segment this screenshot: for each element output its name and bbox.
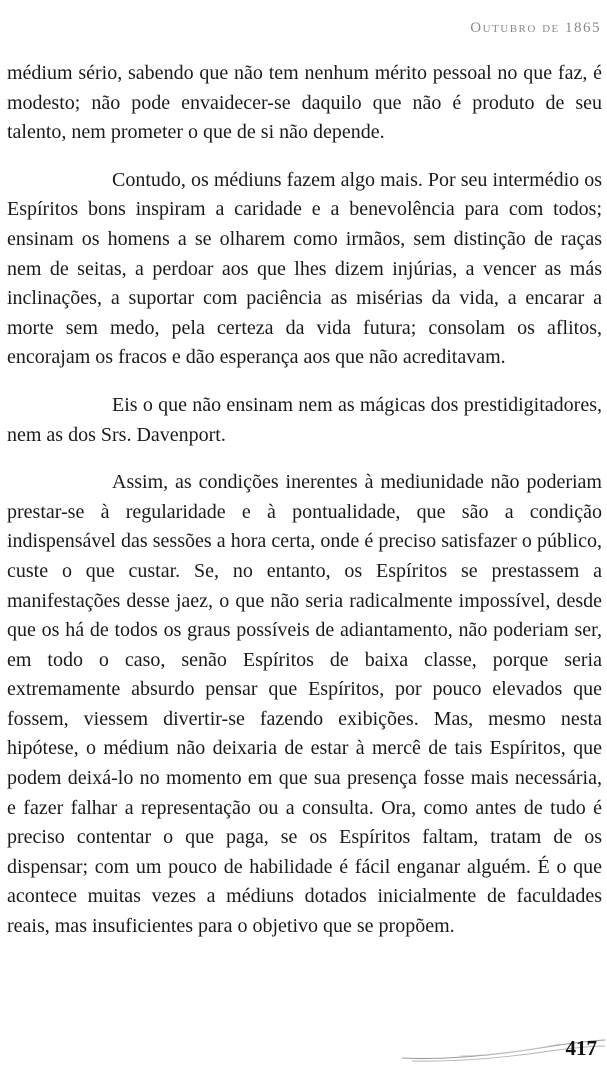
paragraph: Assim, as condições inerentes à mediunidade não poderiam prestar-se à regularidade e à pontualidade, que são a condição indispensável das sessões a hora certa, onde é preciso satisfazer o público, custe o que custar. Se, no entanto, os Espíritos se prestassem a manifestações desse jaez, o que não seria radicalmente impossível, desde que os há de todos os graus possíveis de adiantamento, não poderiam ser, em todo o caso, senão Espíritos de baixa classe, porque seria extremamente absurdo pensar que Espíritos, por pouco elevados que fossem, viessem divertir-se fazendo exibições. Mas, mesmo nesta hipótese, o médium não deixaria de estar à mercê de tais Espíritos, que podem deixá-lo no momento em que sua presença fosse mais necessária, e fazer falhar a representação ou a consulta. Ora, como antes de tudo é preciso contentar o que paga, se os Espíritos faltam, tratam de os dispensar; com um pouco de habilidade é fácil enganar alguém. É o que acontece muitas vezes a médiuns dotados inicialmente de faculdades reais, mas insuficientes para o objetivo que se propõem. — [7, 471, 602, 938]
body-text — [7, 59, 602, 960]
paragraph: Contudo, os médiuns fazem algo mais. Por seu intermédio os Espíritos bons inspiram a caridade e a benevolência para com todos; ensinam os homens a se olharem como irmãos, sem distinção de raças nem de seitas, a perdoar aos que lhes dizem injúrias, a vencer as más inclinações, a suportar com paciência as misérias da vida, a encarar a morte sem medo, pela certeza da vida futura; consolam os aflitos, encorajam os fracos e dão esperança aos que não acreditavam. — [7, 168, 602, 369]
paragraph-continued: médium sério, sabendo que não tem nenhum mérito pessoal no que faz, é modesto; não pode envaidecer-se daquilo que não é produto de seu talento, nem prometer o que de si não depende. — [7, 62, 602, 144]
paragraph: Eis o que não ensinam nem as mágicas dos prestidigitadores, nem as dos Srs. Davenport. — [7, 393, 602, 446]
running-header: Outubro de 1865 — [470, 20, 601, 36]
page-number: 417 — [565, 1036, 597, 1060]
